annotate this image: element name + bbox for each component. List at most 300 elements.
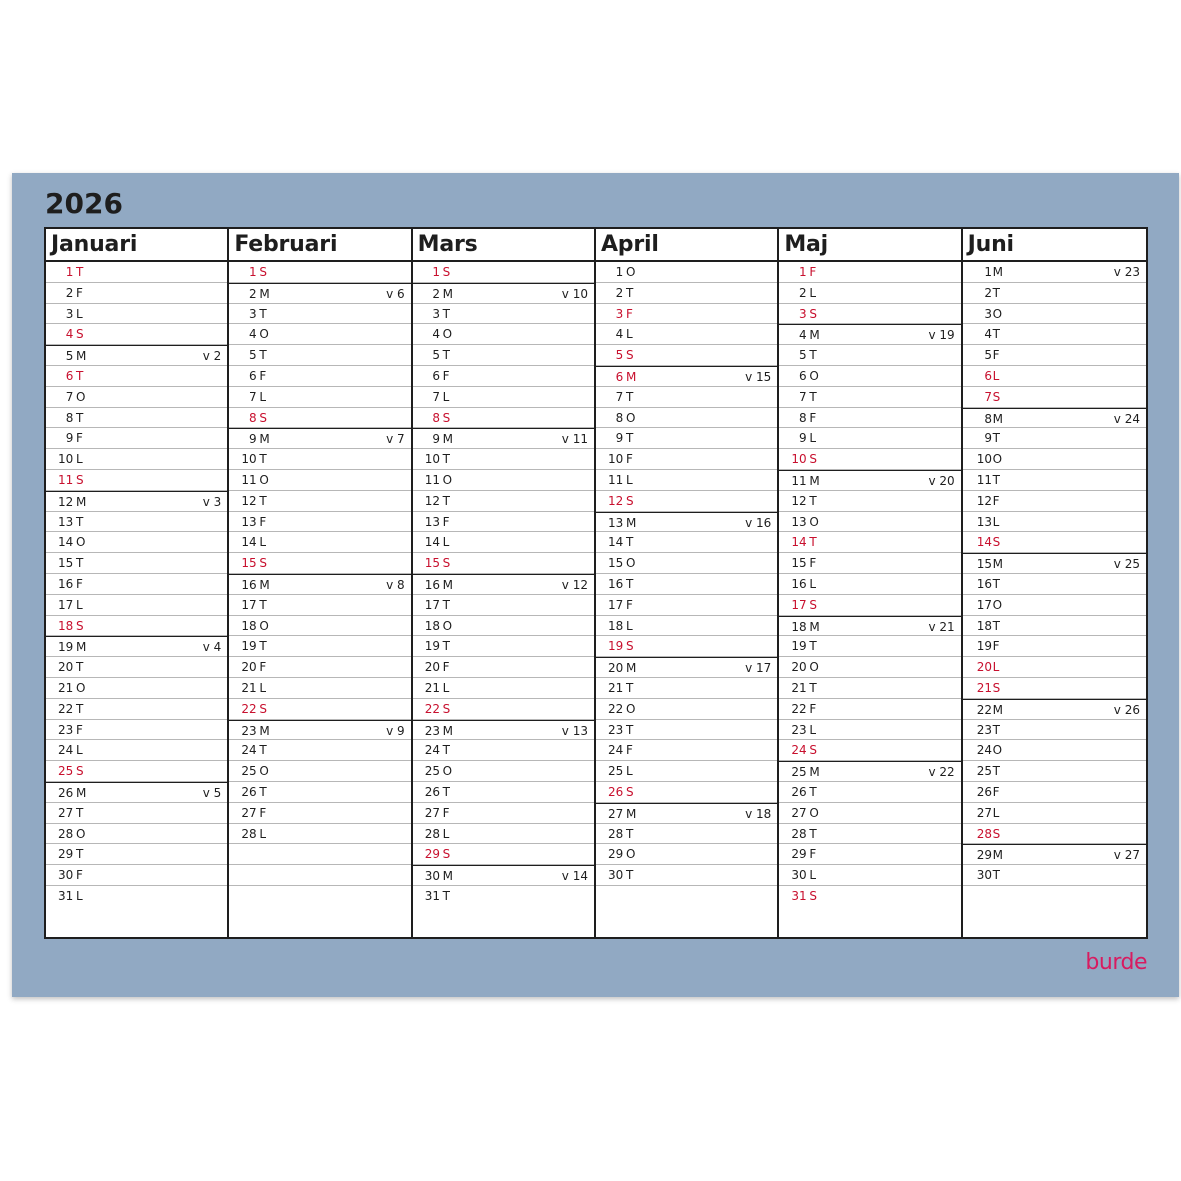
week-number: v 4 (202, 640, 222, 655)
weekday-letter: M (625, 515, 637, 530)
day-number: 9 (615, 431, 624, 446)
day-number: 12 (58, 494, 74, 509)
weekday-letter: T (442, 639, 450, 654)
day-row (229, 824, 410, 845)
weekday-letter: M (442, 432, 454, 447)
day-number: 17 (58, 597, 74, 612)
week-number: v 8 (386, 577, 405, 592)
day-row (413, 345, 594, 366)
day-row (229, 387, 410, 408)
weekday-letter: S (442, 556, 451, 571)
day-number: 10 (424, 452, 440, 467)
weekday-letter: T (625, 576, 634, 591)
day-row (413, 761, 594, 782)
week-number: v 18 (745, 806, 772, 821)
day-number: 21 (58, 680, 74, 695)
day-row (963, 782, 1146, 803)
day-number: 12 (241, 493, 257, 508)
weekday-letter: L (992, 514, 1000, 529)
day-row (596, 262, 777, 283)
day-number: 16 (976, 576, 992, 591)
day-row (596, 761, 777, 782)
day-row (596, 512, 777, 533)
day-number: 30 (424, 869, 440, 884)
day-number: 14 (791, 535, 807, 550)
weekday-letter: S (809, 452, 817, 467)
day-row (596, 824, 777, 845)
day-row (779, 803, 960, 824)
day-number: 9 (432, 432, 440, 447)
day-number: 21 (608, 680, 624, 695)
weekday-letter: T (625, 535, 634, 550)
day-number: 13 (976, 514, 992, 529)
day-row (596, 366, 777, 387)
day-row (779, 283, 960, 304)
day-row (596, 595, 777, 616)
weekday-letter: T (259, 784, 267, 799)
weekday-letter: F (809, 556, 817, 571)
weekday-letter: M (259, 577, 270, 592)
day-number: 6 (615, 369, 624, 384)
day-row (596, 304, 777, 325)
day-row (229, 304, 410, 325)
weekday-letter: T (809, 535, 817, 550)
weekday-letter: S (259, 556, 267, 571)
day-row (229, 844, 410, 865)
day-number: 7 (615, 389, 624, 404)
day-row (963, 553, 1146, 574)
day-row (46, 470, 227, 491)
day-row (963, 449, 1146, 470)
day-row (596, 283, 777, 304)
day-row (46, 553, 227, 574)
weekday-letter: L (809, 431, 816, 446)
weekday-letter: F (442, 368, 450, 383)
day-number: 22 (241, 701, 257, 716)
weekday-letter: M (76, 640, 87, 655)
day-row (46, 616, 227, 637)
day-row (46, 574, 227, 595)
day-number: 23 (58, 722, 74, 737)
day-row (779, 449, 960, 470)
day-number: 25 (424, 764, 440, 779)
day-row (779, 844, 960, 865)
weekday-letter: T (259, 348, 267, 363)
weekday-letter: M (992, 557, 1003, 572)
day-row (779, 824, 960, 845)
day-number: 17 (241, 597, 257, 612)
weekday-letter: O (809, 660, 819, 675)
day-number: 13 (424, 514, 440, 529)
weekday-letter: T (625, 826, 634, 841)
day-number: 24 (791, 743, 807, 758)
day-number: 2 (984, 285, 992, 300)
day-row (413, 324, 594, 345)
day-number: 16 (791, 576, 807, 591)
week-number: v 21 (928, 619, 955, 634)
day-number: 12 (791, 493, 807, 508)
day-row (779, 262, 960, 283)
day-row (46, 699, 227, 720)
day-number: 14 (976, 535, 992, 550)
weekday-letter: T (442, 493, 450, 508)
weekday-letter: S (809, 888, 817, 903)
weekday-letter: S (992, 826, 1001, 841)
day-number: 29 (976, 848, 992, 863)
day-row (779, 740, 960, 761)
day-row (963, 865, 1146, 886)
day-number: 10 (241, 452, 257, 467)
weekday-letter: F (259, 660, 267, 675)
day-row (596, 470, 777, 491)
day-row (229, 345, 410, 366)
weekday-letter: L (259, 680, 267, 695)
day-row (46, 408, 227, 429)
day-number: 9 (249, 432, 257, 447)
weekday-letter: M (76, 349, 87, 364)
day-row (596, 408, 777, 429)
day-row (229, 366, 410, 387)
day-row (229, 865, 410, 886)
weekday-letter: M (992, 265, 1003, 279)
weekday-letter: T (992, 285, 1000, 300)
week-number: v 11 (561, 432, 588, 447)
day-row (229, 512, 410, 533)
weekday-letter: T (259, 493, 267, 508)
weekday-letter: T (442, 743, 450, 758)
day-row (413, 699, 594, 720)
week-number: v 23 (1113, 265, 1140, 279)
day-number: 9 (65, 431, 74, 446)
weekday-letter: T (442, 784, 450, 799)
day-number: 3 (799, 306, 807, 321)
day-number: 20 (976, 660, 992, 675)
day-number: 15 (791, 556, 807, 571)
day-row (596, 865, 777, 886)
day-row (963, 574, 1146, 595)
day-number: 1 (249, 265, 257, 279)
weekday-letter: S (992, 389, 1001, 404)
day-row (413, 865, 594, 886)
day-row (779, 366, 960, 387)
weekday-letter: F (809, 701, 817, 716)
day-number: 23 (424, 723, 440, 738)
day-row (229, 782, 410, 803)
weekday-letter: L (992, 805, 1000, 820)
day-number: 23 (791, 722, 807, 737)
week-number: v 10 (561, 286, 588, 301)
day-number: 21 (791, 680, 807, 695)
day-number: 25 (976, 764, 992, 779)
week-number: v 6 (386, 286, 405, 301)
day-row (779, 595, 960, 616)
weekday-letter: F (259, 514, 267, 529)
day-number: 16 (608, 576, 624, 591)
day-number: 11 (608, 472, 624, 487)
weekday-letter: S (809, 743, 817, 758)
weekday-letter: F (625, 452, 633, 467)
day-row (779, 886, 960, 907)
weekday-letter: S (625, 493, 634, 508)
day-number: 14 (608, 535, 624, 550)
day-number: 5 (984, 348, 992, 363)
day-number: 21 (241, 680, 257, 695)
weekday-letter: S (625, 639, 634, 654)
weekday-letter: S (259, 265, 267, 279)
day-number: 27 (791, 805, 807, 820)
day-number: 18 (241, 618, 257, 633)
weekday-letter: O (442, 327, 453, 342)
weekday-letter: O (76, 826, 86, 841)
day-row (963, 803, 1146, 824)
weekday-letter: M (625, 661, 637, 676)
day-row (413, 886, 594, 907)
day-row (779, 782, 960, 803)
weekday-letter: S (625, 348, 634, 363)
weekday-letter: L (76, 888, 83, 903)
weekday-letter: L (442, 535, 450, 550)
day-number: 8 (432, 410, 440, 425)
month-name: Maj (779, 229, 960, 262)
day-row (596, 844, 777, 865)
day-number: 10 (608, 452, 624, 467)
weekday-letter: T (625, 389, 634, 404)
day-number: 11 (241, 472, 257, 487)
day-number: 14 (241, 535, 257, 550)
weekday-letter: M (442, 723, 454, 738)
weekday-letter: S (442, 847, 451, 862)
day-number: 24 (976, 743, 992, 758)
day-row (46, 449, 227, 470)
weekday-letter: O (625, 701, 636, 716)
day-number: 7 (984, 389, 992, 404)
weekday-letter: T (625, 868, 634, 883)
day-row (596, 428, 777, 449)
day-number: 14 (424, 535, 440, 550)
day-row (229, 678, 410, 699)
day-row (46, 262, 227, 283)
day-row (413, 491, 594, 512)
month-column-januari (46, 229, 227, 937)
day-number: 1 (65, 265, 74, 279)
day-number: 26 (424, 784, 440, 799)
weekday-letter: M (809, 473, 820, 488)
weekday-letter: O (76, 680, 86, 695)
weekday-letter: T (809, 389, 817, 404)
day-number: 22 (424, 701, 440, 716)
weekday-letter: O (992, 452, 1003, 467)
week-number: v 24 (1113, 411, 1140, 426)
day-number: 11 (424, 472, 440, 487)
weekday-letter: F (76, 722, 83, 737)
calendar-poster (12, 173, 1179, 997)
weekday-letter: O (809, 805, 819, 820)
weekday-letter: T (76, 368, 84, 383)
weekday-letter: T (76, 556, 84, 571)
day-row (779, 636, 960, 657)
day-number: 28 (791, 826, 807, 841)
weekday-letter: M (76, 785, 87, 800)
day-row (413, 574, 594, 595)
weekday-letter: F (259, 805, 267, 820)
day-row (963, 636, 1146, 657)
day-number: 3 (65, 306, 74, 321)
weekday-letter: T (259, 452, 267, 467)
weekday-letter: O (992, 743, 1003, 758)
weekday-letter: F (259, 368, 267, 383)
day-number: 6 (249, 368, 257, 383)
day-number: 2 (249, 286, 257, 301)
day-number: 5 (65, 349, 74, 364)
day-number: 26 (608, 784, 624, 799)
month-name: Juni (963, 229, 1146, 262)
weekday-letter: L (259, 535, 267, 550)
day-row (596, 740, 777, 761)
weekday-letter: S (442, 265, 451, 279)
day-row (963, 470, 1146, 491)
week-number: v 9 (386, 723, 405, 738)
weekday-letter: T (625, 722, 634, 737)
weekday-letter: F (76, 576, 83, 591)
weekday-letter: T (442, 888, 450, 903)
weekday-letter: M (442, 869, 454, 884)
day-number: 16 (58, 576, 74, 591)
month-column-juni (963, 229, 1146, 937)
day-row (963, 428, 1146, 449)
day-number: 19 (608, 639, 624, 654)
day-row (229, 532, 410, 553)
month-name: Mars (413, 229, 594, 262)
day-number: 2 (799, 285, 807, 300)
weekday-letter: T (259, 597, 267, 612)
weekday-letter: F (809, 265, 817, 279)
day-number: 22 (58, 701, 74, 716)
day-number: 21 (976, 680, 992, 695)
day-row (963, 387, 1146, 408)
day-number: 29 (791, 847, 807, 862)
day-row (229, 636, 410, 657)
weekday-letter: T (76, 701, 84, 716)
day-number: 15 (976, 557, 992, 572)
day-number: 24 (608, 743, 624, 758)
day-row (46, 678, 227, 699)
day-number: 20 (791, 660, 807, 675)
day-row (963, 283, 1146, 304)
day-row (413, 512, 594, 533)
day-number: 27 (424, 805, 440, 820)
weekday-letter: L (809, 868, 816, 883)
day-row (46, 761, 227, 782)
day-row (413, 283, 594, 304)
day-number: 27 (241, 805, 257, 820)
day-row (963, 532, 1146, 553)
month-grid (44, 227, 1148, 939)
day-number: 30 (976, 868, 992, 883)
weekday-letter: T (992, 327, 1000, 342)
day-number: 18 (58, 618, 74, 633)
month-column-februari (229, 229, 410, 937)
day-number: 3 (432, 306, 440, 321)
day-row (779, 428, 960, 449)
weekday-letter: O (76, 389, 86, 404)
day-row (596, 553, 777, 574)
day-row (779, 304, 960, 325)
day-number: 15 (58, 556, 74, 571)
day-row (46, 824, 227, 845)
day-number: 22 (608, 701, 624, 716)
weekday-letter: T (442, 597, 450, 612)
weekday-letter: L (76, 597, 83, 612)
day-number: 20 (608, 661, 624, 676)
day-number: 4 (249, 327, 257, 342)
day-number: 1 (615, 265, 624, 279)
day-row (229, 720, 410, 741)
day-number: 13 (608, 515, 624, 530)
weekday-letter: S (992, 535, 1001, 550)
day-number: 11 (58, 472, 74, 487)
day-row (413, 782, 594, 803)
weekday-letter: T (992, 431, 1000, 446)
day-row (963, 366, 1146, 387)
day-row (46, 387, 227, 408)
day-number: 4 (432, 327, 440, 342)
day-number: 17 (976, 597, 992, 612)
day-row (596, 699, 777, 720)
day-number: 26 (791, 784, 807, 799)
weekday-letter: M (259, 723, 270, 738)
day-number: 24 (424, 743, 440, 758)
weekday-letter: S (442, 701, 451, 716)
day-row (596, 657, 777, 678)
day-number: 31 (424, 888, 440, 903)
day-row (596, 678, 777, 699)
weekday-letter: F (76, 285, 83, 300)
weekday-letter: O (259, 327, 269, 342)
weekday-letter: L (809, 285, 816, 300)
weekday-letter: S (76, 764, 84, 779)
day-row (779, 470, 960, 491)
day-number: 18 (976, 618, 992, 633)
day-row (413, 366, 594, 387)
day-number: 3 (615, 306, 624, 321)
day-row (46, 720, 227, 741)
day-row (46, 532, 227, 553)
day-row (596, 636, 777, 657)
day-number: 24 (58, 743, 74, 758)
weekday-letter: F (809, 410, 817, 425)
day-row (229, 886, 410, 907)
day-row (963, 408, 1146, 429)
weekday-letter: T (76, 805, 84, 820)
week-number: v 27 (1113, 848, 1140, 863)
day-number: 6 (984, 368, 992, 383)
day-number: 5 (249, 348, 257, 363)
weekday-letter: O (625, 265, 636, 279)
weekday-letter: T (992, 576, 1000, 591)
day-number: 31 (791, 888, 807, 903)
day-row (779, 512, 960, 533)
day-row (46, 304, 227, 325)
day-row (596, 616, 777, 637)
day-row (46, 865, 227, 886)
day-row (963, 262, 1146, 283)
day-row (779, 616, 960, 637)
day-number: 10 (58, 452, 74, 467)
day-row (596, 449, 777, 470)
day-number: 6 (432, 368, 440, 383)
day-number: 2 (615, 285, 624, 300)
day-number: 10 (976, 452, 992, 467)
